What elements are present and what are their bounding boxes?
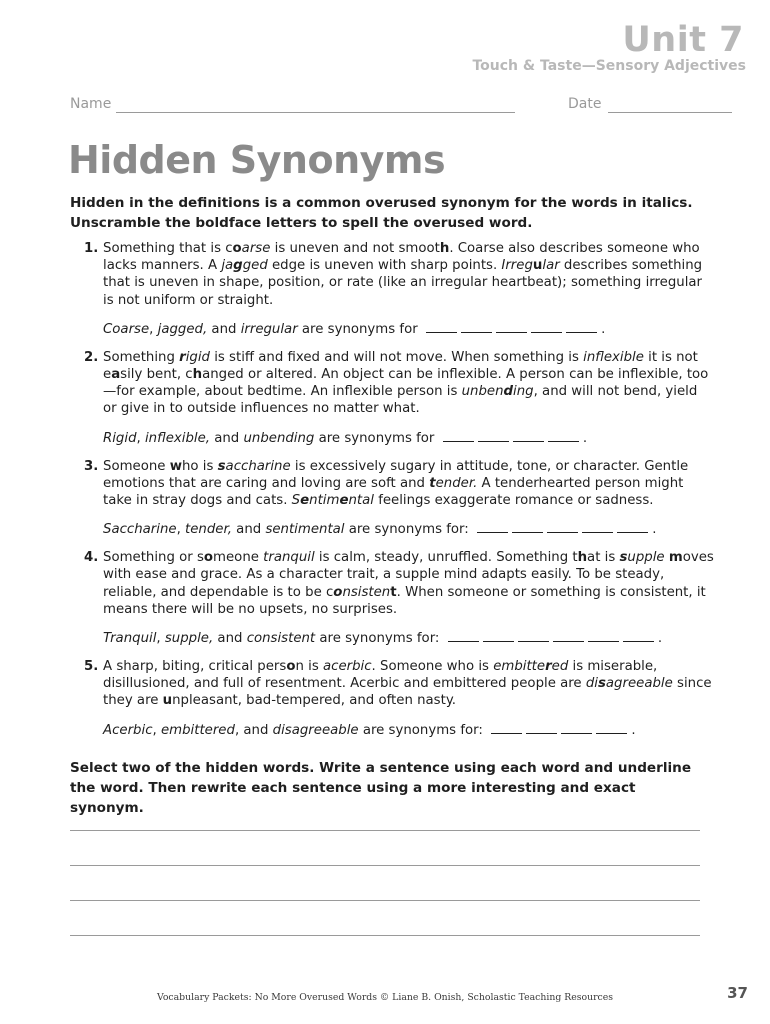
answer-blank[interactable] — [478, 429, 509, 442]
synonym-prompt-text: Rigid, inflexible, and unbending are synonyms for — [103, 430, 435, 446]
name-date-row — [70, 96, 732, 116]
date-label: Date — [568, 96, 602, 112]
writing-instructions: Select two of the hidden words. Write a sentence using each word and underline the word. Then rewrite each sentence using a more interesting and exact synonym. — [70, 760, 692, 816]
synonym-prompt-end: . — [657, 631, 663, 647]
exercise-item — [84, 240, 714, 338]
answer-blank[interactable] — [617, 520, 648, 533]
answer-blank[interactable] — [553, 629, 584, 642]
synonym-prompt — [103, 320, 714, 338]
synonym-prompt-text: Coarse, jagged, and irregular are synonyms for — [103, 321, 418, 337]
answer-blank[interactable] — [596, 721, 627, 734]
answer-blank[interactable] — [548, 429, 579, 442]
date-field[interactable] — [608, 112, 732, 113]
unit-title: Unit 7 — [622, 20, 744, 60]
exercise-item — [84, 349, 714, 447]
synonym-prompt-text: Saccharine, tender, and sentimental are synonyms for: — [103, 522, 469, 538]
exercise-item — [84, 458, 714, 539]
exercise-list — [84, 240, 714, 739]
synonym-prompt-text: Tranquil, supple, and consistent are synonyms for: — [103, 631, 440, 647]
exercise-definition: Something that is coarse is uneven and not smooth. Coarse also describes someone who lacks manners. A jagged edge is uneven with sharp points. Irregular describes something that is uneven in shape, position, or rate (like an irregular heartbeat); something irregular is not uniform or straight. — [103, 241, 703, 308]
writing-line[interactable] — [70, 935, 700, 936]
answer-blank[interactable] — [566, 320, 597, 333]
answer-blank[interactable] — [588, 629, 619, 642]
writing-line[interactable] — [70, 865, 700, 866]
synonym-prompt-end: . — [631, 722, 636, 738]
page-title: Hidden Synonyms — [68, 138, 446, 182]
synonym-prompt-end: . — [652, 522, 657, 538]
exercise-number: 1. — [84, 241, 99, 256]
answer-blank[interactable] — [461, 320, 492, 333]
synonym-prompt — [103, 721, 714, 739]
answer-blank[interactable] — [561, 721, 592, 734]
exercise-item — [84, 658, 714, 739]
answer-blank[interactable] — [531, 320, 562, 333]
name-label: Name — [70, 96, 112, 112]
answer-blank[interactable] — [512, 520, 543, 533]
answer-blank[interactable] — [483, 629, 514, 642]
synonym-prompt — [103, 629, 714, 647]
answer-blank[interactable] — [623, 629, 654, 642]
exercise-number: 5. — [84, 659, 99, 675]
answer-blank[interactable] — [443, 429, 474, 442]
exercise-number: 3. — [84, 458, 99, 474]
unit-subtitle: Touch & Taste—Sensory Adjectives — [472, 58, 746, 74]
exercise-definition: Someone who is saccharine is excessively sugary in attitude, tone, or character. Gentle emotions that are caring and loving are soft and tender. A tenderhearted person might take in stray dogs and cats. Sentimental feelings exaggerate romance or sadness. — [103, 458, 689, 509]
instructions: Hidden in the definitions is a common overused synonym for the words in italics. Unscramble the boldface letters to spell the overused word. — [70, 195, 693, 231]
exercise-number: 2. — [84, 349, 99, 365]
answer-blank[interactable] — [547, 520, 578, 533]
exercise-number: 4. — [84, 550, 99, 566]
answer-blank[interactable] — [513, 429, 544, 442]
synonym-prompt-text: Acerbic, embittered, and disagreeable are synonyms for: — [103, 722, 483, 738]
footer-credit: Vocabulary Packets: No More Overused Words © Liane B. Onish, Scholastic Teaching Resources — [156, 992, 614, 1003]
answer-blank[interactable] — [518, 629, 549, 642]
synonym-prompt-end: . — [601, 321, 606, 337]
exercise-definition: Something or someone tranquil is calm, steady, unruffled. Something that is supple moves with ease and grace. As a character trait, a supple mind adapts easily. To be steady, reliable, and dependable is to be consistent. When someone or something is consistent, it means there will be no upsets, no surprises. — [103, 550, 714, 617]
exercise-item — [84, 549, 714, 647]
name-field[interactable] — [116, 112, 515, 113]
writing-line[interactable] — [70, 830, 700, 831]
answer-blank[interactable] — [526, 721, 557, 734]
page-number: 37 — [727, 984, 748, 1002]
answer-blank[interactable] — [582, 520, 613, 533]
synonym-prompt — [103, 429, 714, 447]
answer-blank[interactable] — [448, 629, 479, 642]
synonym-prompt-end: . — [582, 430, 588, 446]
answer-blank[interactable] — [477, 520, 508, 533]
answer-blank[interactable] — [496, 320, 527, 333]
exercise-definition: Something rigid is stiff and fixed and will not move. When something is inflexible it is not easily bent, changed or altered. An object can be inflexible. A person can be inflexible, too—for example, about bedtime. An inflexible person is unbending, and will not bend, yield or give in to outside influences no matter what. — [103, 349, 709, 417]
exercise-definition: A sharp, biting, critical person is acerbic. Someone who is embittered is miserable, disillusioned, and full of resentment. Acerbic and embittered people are disagreeable since they are unpleasant, bad-tempered, and often nasty. — [103, 659, 712, 709]
writing-line[interactable] — [70, 900, 700, 901]
answer-blank[interactable] — [426, 320, 457, 333]
synonym-prompt — [103, 520, 714, 538]
answer-blank[interactable] — [491, 721, 522, 734]
